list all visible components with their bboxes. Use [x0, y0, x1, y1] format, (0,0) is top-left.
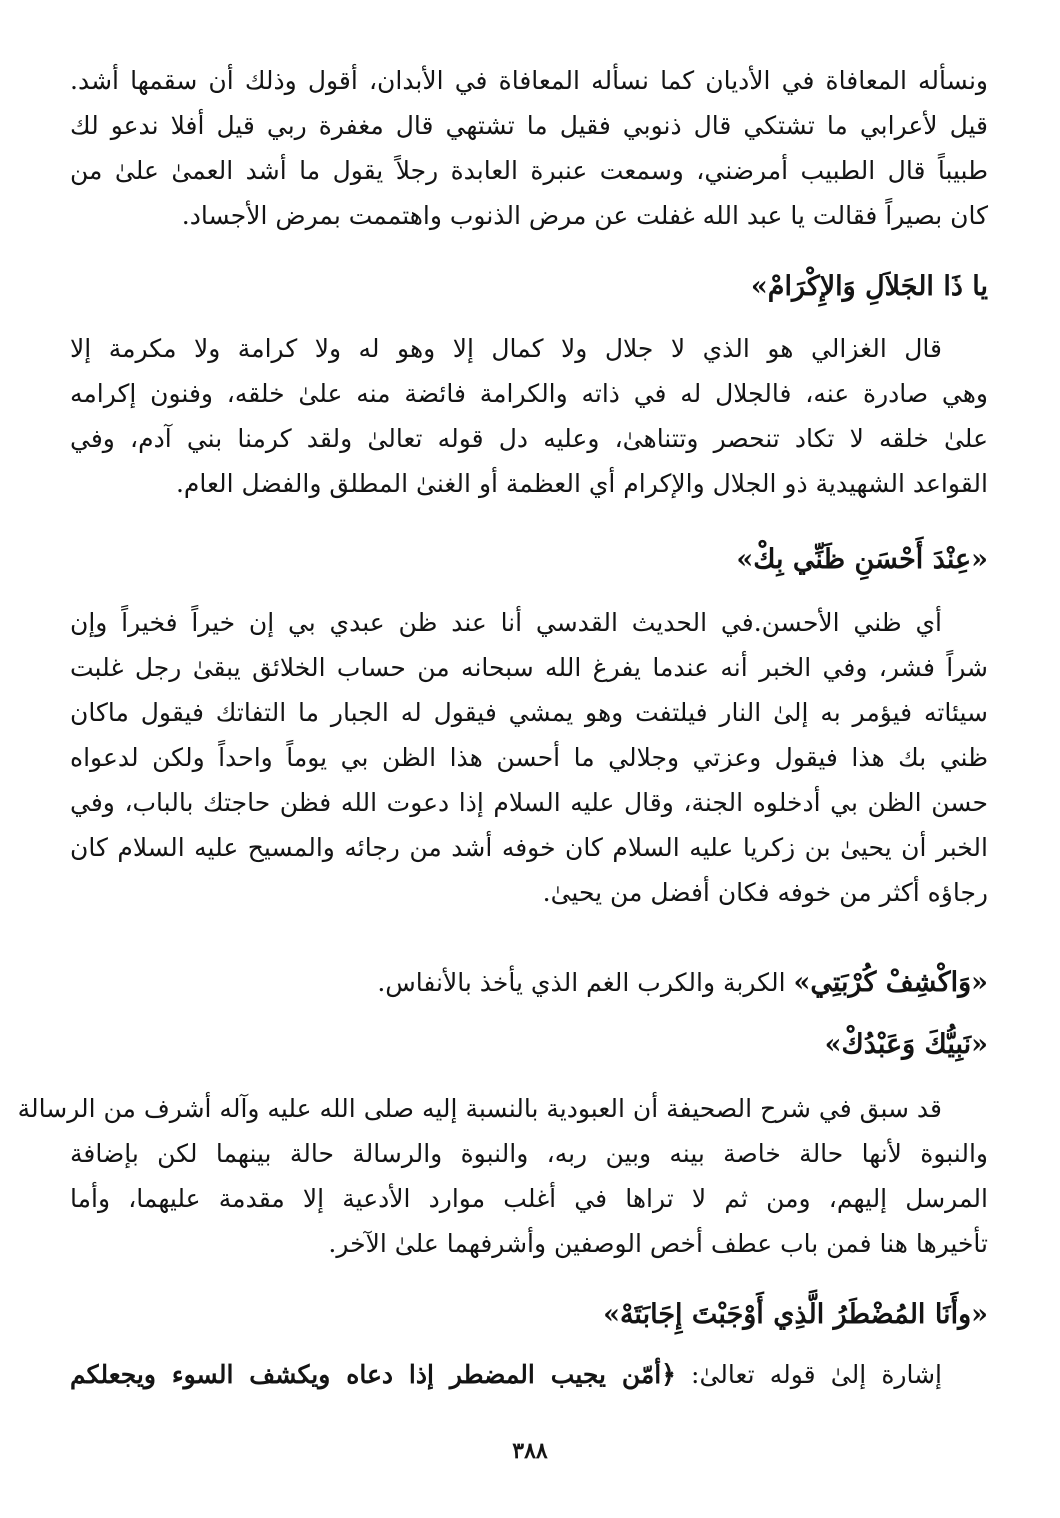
page-number: ٣٨٨	[512, 1438, 548, 1464]
text-line	[70, 1352, 988, 1397]
text-line: كان بصيراً فقالت يا عبد الله غفلت عن مرض الذنوب واهتممت بمرض الأجساد.	[181, 201, 988, 230]
text-line: الخبر أن يحيىٰ بن زكريا عليه السلام كان خوفه أشد من رجائه والمسيح عليه السلام كان	[70, 833, 988, 862]
text-line: رجاؤه أكثر من خوفه فكان أفضل من يحيىٰ.	[542, 878, 988, 907]
heading-wa-ana-mudtarr	[70, 1292, 988, 1337]
text-line: وهي صادرة عنه، فالجلال له في ذاته والكرامة فائضة منه علىٰ خلقه، وفنون إكرامه	[70, 379, 988, 408]
section-heading: «وأَنَا المُضْطَرُ الَّذِي أَوْجَبْتَ إِجَابَتَهْ»	[603, 1299, 988, 1330]
text-line: ونسأله المعافاة في الأديان كما نسأله المعافاة في الأبدان، أقول وذلك أن سقمها أشد.	[70, 66, 988, 95]
paragraph-intro	[70, 58, 988, 238]
text-line: تأخيرها هنا فمن باب عطف أخص الوصفين وأشرفهما علىٰ الآخر.	[328, 1229, 988, 1258]
text-line: قيل لأعرابي ما تشتكي قال ذنوبي فقيل ما تشتهي قال مغفرة ربي قيل أفلا ندعو لك	[70, 111, 988, 140]
text-line: ظني بك هذا فيقول وعزتي وجلالي ما أحسن هذا الظن بي يوماً واحداً ولكن لدعواه	[70, 743, 988, 772]
text-line: قد سبق في شرح الصحيفة أن العبودية بالنسبة إليه صلى الله عليه وآله أشرف من الرسالة	[17, 1094, 942, 1123]
inline-heading: «وَاكْشِفْ كُرْبَتِي»	[793, 967, 988, 998]
heading-nabiyyuka	[70, 1022, 988, 1067]
heading-ya-dhal-jalal	[70, 264, 988, 309]
quran-quote: ﴿أمّن يجيب المضطر إذا دعاه ويكشف السوء ويجعلكم	[70, 1360, 676, 1389]
section-heading: «عِنْدَ أَحْسَنِ ظَنِّي بِكْ»	[736, 544, 988, 575]
paragraph-husn-zann	[70, 600, 988, 915]
paragraph-ghazali	[70, 326, 988, 506]
text-line: سيئاته فيؤمر به إلىٰ النار فيلتفت وهو يمشي فيقول له الجبار ما التفاتك فيقول ماكان	[70, 698, 988, 727]
text-line: المرسل إليهم، ومن ثم لا تراها في أغلب موارد الأدعية إلا مقدمة عليهما، وأما	[70, 1184, 988, 1213]
text-line: طبيباً قال الطبيب أمرضني، وسمعت عنبرة العابدة رجلاً يقول ما أشد العمىٰ علىٰ من	[70, 156, 988, 185]
section-heading: يا ذَا الجَلاَلِ وَالإِكْرَامْ»	[750, 271, 988, 302]
paragraph-ishara	[70, 1352, 988, 1397]
text-line: قال الغزالي هو الذي لا جلال ولا كمال إلا وهو له ولا كرامة ولا مكرمة إلا	[70, 334, 942, 363]
text-line: علىٰ خلقه لا تكاد تنحصر وتتناهىٰ، وعليه دل قوله تعالىٰ ولقد كرمنا بني آدم، وفي	[70, 424, 988, 453]
text-line: حسن الظن بي أدخلوه الجنة، وقال عليه السلام إذا دعوت الله فظن حاجتك بالباب، وفي	[70, 788, 988, 817]
section-heading: «نَبِيُّكَ وَعَبْدُكْ»	[824, 1029, 988, 1060]
text-line	[70, 960, 988, 1005]
text-line: أي ظني الأحسن.في الحديث القدسي أنا عند ظن عبدي بي إن خيراً فخيراً وإن	[70, 608, 942, 637]
heading-inda-ahsan	[70, 537, 988, 582]
text-line: القواعد الشهيدية ذو الجلال والإكرام أي العظمة أو الغنىٰ المطلق والفضل العام.	[175, 469, 988, 498]
paragraph-karbati	[70, 960, 988, 1005]
paragraph-ubudiyya	[17, 1086, 988, 1266]
text-line: والنبوة لأنها حالة خاصة بينه وبين ربه، والنبوة والرسالة حالة بينهما لكن بإضافة	[70, 1139, 988, 1168]
inline-text: إشارة إلىٰ قوله تعالىٰ:	[691, 1360, 942, 1389]
inline-text: الكربة والكرب الغم الذي يأخذ بالأنفاس.	[377, 968, 786, 997]
text-line: شراً فشر، وفي الخبر أنه عندما يفرغ الله سبحانه من حساب الخلائق يبقىٰ رجل غلبت	[70, 653, 988, 682]
